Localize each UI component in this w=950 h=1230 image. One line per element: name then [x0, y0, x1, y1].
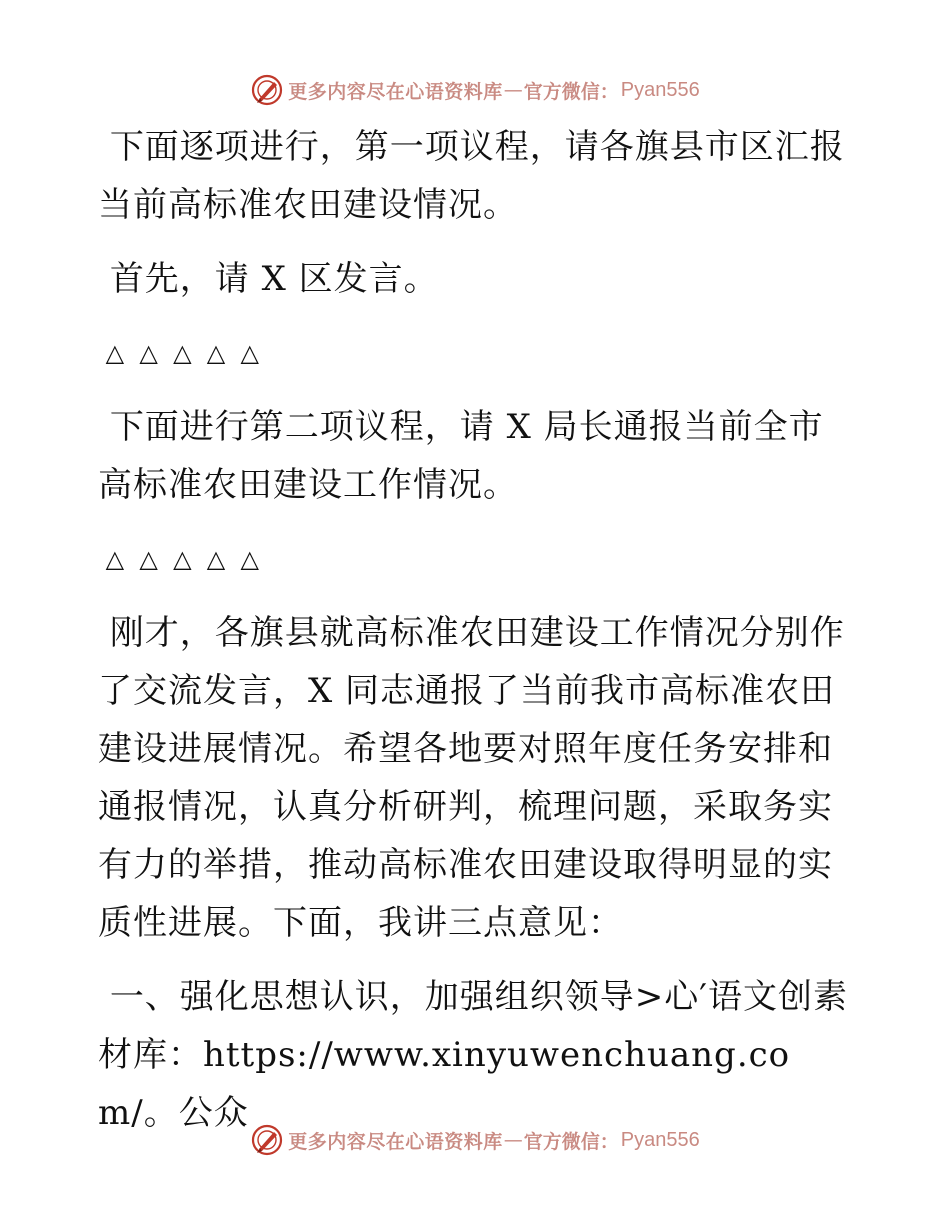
banner-brand-text: 更多内容尽在心语资料库: [288, 80, 503, 103]
banner-account: Pyan556: [620, 78, 700, 101]
banner-wechat-label: 官方微信：: [523, 1130, 619, 1153]
paragraph-1: 下面逐项进行，第一项议程，请各旗县市区汇报当前高标准农田建设情况。: [98, 127, 845, 225]
paragraph-5: 一、强化思想认识，加强组织领导>心′语文创素材库：https://www.xinyuwenchuang.com/。公众: [98, 977, 849, 1133]
triangle-separator-2: △ △ △ △ △: [98, 545, 259, 573]
banner-account: Pyan556: [620, 1128, 700, 1151]
triangle-separator-1: △ △ △ △ △: [98, 339, 259, 367]
watermark-banner-bottom: [0, 1120, 950, 1160]
banner-separator: —: [503, 79, 523, 101]
brand-logo-icon: [250, 73, 284, 107]
brand-logo-icon: [250, 1123, 284, 1157]
paragraph-3: 下面进行第二项议程，请 X 局长通报当前全市高标准农田建设工作情况。: [98, 407, 824, 505]
banner-separator: —: [503, 1129, 523, 1151]
document-body: [98, 118, 858, 1142]
paragraph-4: 刚才，各旗县就高标准农田建设工作情况分别作了交流发言，X 同志通报了当前我市高标准农田建设进展情况。希望各地要对照年度任务安排和通报情况，认真分析研判，梳理问题，采取务实有力的举措，推动高标准农田建设取得明显的实质性进展。下面，我讲三点意见：: [98, 613, 845, 943]
watermark-banner-top: [0, 70, 950, 110]
banner-brand-text: 更多内容尽在心语资料库: [288, 1130, 503, 1153]
paragraph-2: 首先，请 X 区发言。: [98, 259, 439, 299]
banner-wechat-label: 官方微信：: [523, 80, 619, 103]
